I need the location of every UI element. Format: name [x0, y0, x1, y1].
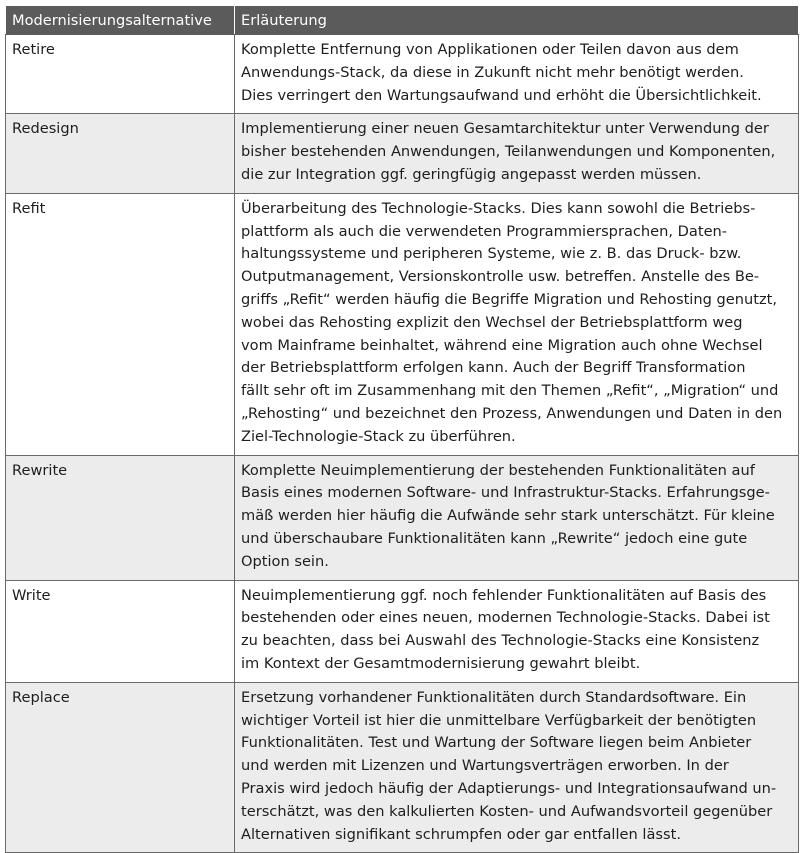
explanation-line: Basis eines modernen Software- und Infrastruktur-Stacks. Erfahrungsge-	[241, 484, 770, 502]
alternative-name: Redesign	[6, 114, 235, 193]
explanation-line: Funktionalitäten. Test und Wartung der Software liegen beim Anbieter	[241, 734, 752, 752]
explanation-line: und werden mit Lizenzen und Wartungsverträgen erworben. In der	[241, 757, 729, 775]
explanation-line: Ersetzung vorhandener Funktionalitäten durch Standardsoftware. Ein	[241, 688, 747, 706]
explanation-line: wichtiger Vorteil ist hier die unmittelbare Verfügbarkeit der benötigten	[241, 711, 757, 729]
header-alternative: Modernisierungsalternative	[6, 6, 235, 35]
explanation-line: der Betriebsplattform erfolgen kann. Auch der Begriff Transformation	[241, 359, 746, 377]
table-row	[6, 682, 799, 853]
alternative-name: Write	[6, 580, 235, 682]
table-row	[6, 455, 799, 580]
alternative-explanation	[235, 580, 799, 682]
explanation-line: die zur Integration ggf. geringfügig angepasst werden müssen.	[241, 165, 702, 183]
alternative-name: Refit	[6, 193, 235, 455]
alternative-explanation	[235, 682, 799, 853]
explanation-line: haltungssysteme und peripheren Systeme, wie z. B. das Druck- bzw.	[241, 245, 742, 263]
explanation-line: wobei das Rehosting explizit den Wechsel der Betriebsplattform weg	[241, 313, 743, 331]
alternative-name: Rewrite	[6, 455, 235, 580]
alternative-explanation	[235, 35, 799, 114]
explanation-line: und überschaubare Funktionalitäten kann „Rewrite“ jedoch eine gute	[241, 529, 748, 547]
explanation-line: Praxis wird jedoch häufig der Adaptierungs- und Integrationsaufwand un-	[241, 779, 777, 797]
table-row	[6, 580, 799, 682]
explanation-line: Implementierung einer neuen Gesamtarchitektur unter Verwendung der	[241, 120, 769, 138]
explanation-line: zu beachten, dass bei Auswahl des Technologie-Stacks eine Konsistenz	[241, 632, 760, 650]
table-body	[6, 35, 799, 853]
explanation-line: Komplette Entfernung von Applikationen oder Teilen davon aus dem	[241, 41, 739, 58]
explanation-line: bestehenden oder eines neuen, modernen Technologie-Stacks. Dabei ist	[241, 609, 770, 627]
header-explanation: Erläuterung	[235, 6, 799, 35]
explanation-line: Überarbeitung des Technologie-Stacks. Dies kann sowohl die Betriebs-	[241, 199, 756, 217]
alternative-explanation	[235, 455, 799, 580]
explanation-line: fällt sehr oft im Zusammenhang mit den Themen „Refit“, „Migration“ und	[241, 382, 779, 400]
explanation-line: Alternativen signifikant schrumpfen oder gar entfallen lässt.	[241, 825, 681, 843]
alternative-explanation	[235, 193, 799, 455]
table-header-row	[6, 6, 799, 35]
alternative-explanation	[235, 114, 799, 193]
modernization-table	[5, 5, 799, 853]
explanation-line: vom Mainframe beinhaltet, während eine Migration auch ohne Wechsel	[241, 336, 763, 354]
explanation-line: Neuimplementierung ggf. noch fehlender Funktionalitäten auf Basis des	[241, 586, 767, 604]
explanation-line: bisher bestehenden Anwendungen, Teilanwendungen und Komponenten,	[241, 143, 776, 161]
explanation-line: Komplette Neuimplementierung der bestehenden Funktionalitäten auf	[241, 461, 755, 479]
alternative-name: Replace	[6, 682, 235, 853]
explanation-line: „Rehosting“ und bezeichnet den Prozess, Anwendungen und Daten in den	[241, 404, 783, 422]
explanation-line: Outputmanagement, Versionskontrolle usw. betreffen. Anstelle des Be-	[241, 268, 760, 286]
explanation-line: plattform als auch die verwendeten Programmiersprachen, Daten-	[241, 222, 728, 240]
explanation-line: im Kontext der Gesamtmodernisierung gewahrt bleibt.	[241, 654, 641, 672]
table-row	[6, 193, 799, 455]
explanation-line: Ziel-Technologie-Stack zu überführen.	[241, 427, 516, 445]
explanation-line: Dies verringert den Wartungsaufwand und erhöht die Übersichtlichkeit.	[241, 86, 762, 104]
table-row	[6, 114, 799, 193]
explanation-line: Option sein.	[241, 552, 329, 570]
explanation-line: mäß werden hier häufig die Aufwände sehr stark unterschätzt. Für kleine	[241, 507, 775, 525]
table-row	[6, 35, 799, 114]
alternative-name: Retire	[6, 35, 235, 114]
explanation-line: terschätzt, was den kalkulierten Kosten- und Aufwandsvorteil gegenüber	[241, 802, 773, 820]
explanation-line: Anwendungs-Stack, da diese in Zukunft nicht mehr benötigt werden.	[241, 63, 744, 81]
explanation-line: griffs „Refit“ werden häufig die Begriffe Migration und Rehosting genutzt,	[241, 290, 777, 308]
